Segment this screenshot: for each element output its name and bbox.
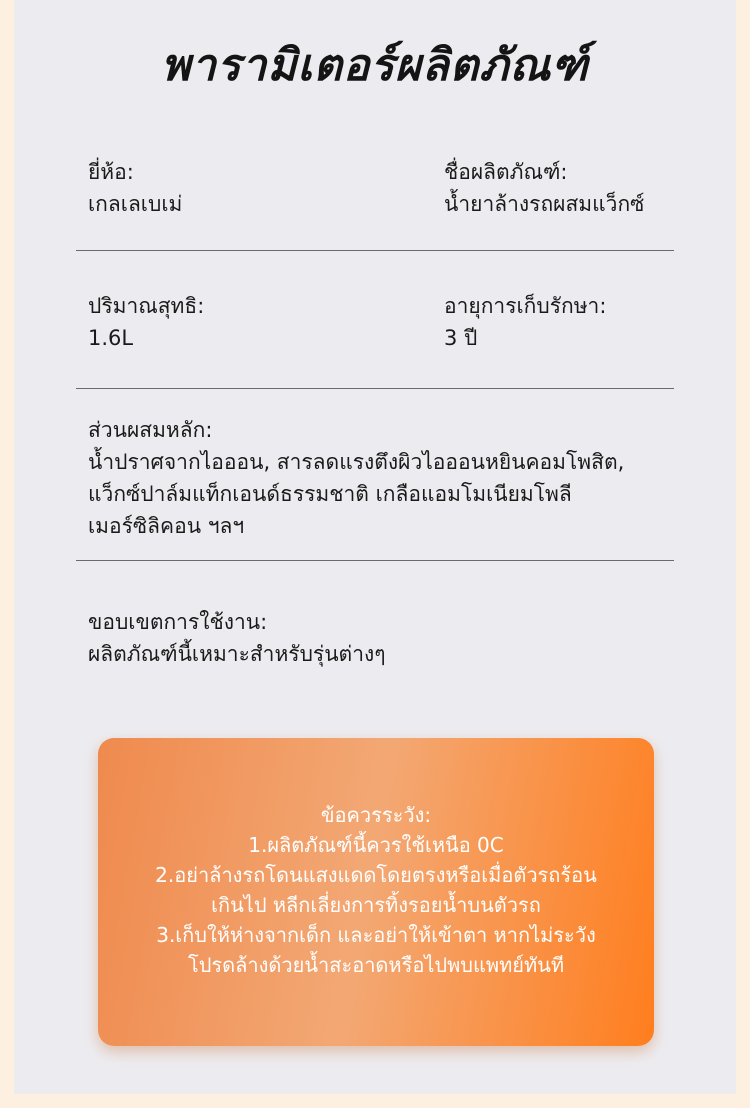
product-name-value: น้ำยาล้างรถผสมแว็กซ์	[444, 192, 645, 216]
page-title: พารามิเตอร์ผลิตภัณฑ์	[161, 40, 589, 91]
brand-value: เกลเลเบเม่	[88, 192, 183, 216]
ingredients-line: แว็กซ์ปาล์มแท็กเอนด์ธรรมชาติ เกลือแอมโมเนียมโพลี	[88, 482, 572, 506]
shelf-life-label: อายุการเก็บรักษา:	[444, 294, 607, 318]
product-name-label: ชื่อผลิตภัณฑ์:	[444, 160, 568, 184]
net-volume-value: 1.6L	[88, 326, 134, 350]
ingredients-line: น้ำปราศจากไอออน, สารลดแรงตึงผิวไอออนหยินคอมโพสิต,	[88, 450, 625, 474]
brand-label: ยี่ห้อ:	[88, 160, 134, 184]
warning-box	[98, 738, 654, 1046]
warning-line: 2.อย่าล้างรถโดนแสงแดดโดยตรงหรือเมื่อตัวรถร้อน	[155, 863, 597, 887]
net-volume-label: ปริมาณสุทธิ:	[88, 294, 205, 318]
ingredients-line: เมอร์ซิลิคอน ฯลฯ	[88, 514, 245, 538]
ingredients-field	[88, 414, 624, 542]
ingredients-label: ส่วนผสมหลัก:	[88, 418, 213, 442]
shelf-life-field	[444, 290, 606, 354]
divider	[76, 560, 674, 561]
divider	[76, 250, 674, 251]
warning-line: 1.ผลิตภัณฑ์นี้ควรใช้เหนือ 0C	[248, 833, 504, 857]
net-volume-field	[88, 290, 204, 354]
shelf-life-value: 3 ปี	[444, 326, 478, 350]
parameter-sheet	[14, 0, 736, 1094]
warning-line: โปรดล้างด้วยน้ำสะอาดหรือไปพบแพทย์ทันที	[187, 953, 565, 977]
divider	[76, 388, 674, 389]
scope-label: ขอบเขตการใช้งาน:	[88, 610, 268, 634]
warning-line: เกินไป หลีกเลี่ยงการทิ้งรอยน้ำบนตัวรถ	[211, 893, 541, 917]
warning-line: 3.เก็บให้ห่างจากเด็ก และอย่าให้เข้าตา หากไม่ระวัง	[156, 923, 596, 947]
scope-field	[88, 606, 386, 670]
scope-value: ผลิตภัณฑ์นี้เหมาะสำหรับรุ่นต่างๆ	[88, 642, 386, 666]
brand-field	[88, 156, 182, 220]
warning-title: ข้อควรระวัง:	[320, 803, 432, 827]
product-name-field	[444, 156, 644, 220]
